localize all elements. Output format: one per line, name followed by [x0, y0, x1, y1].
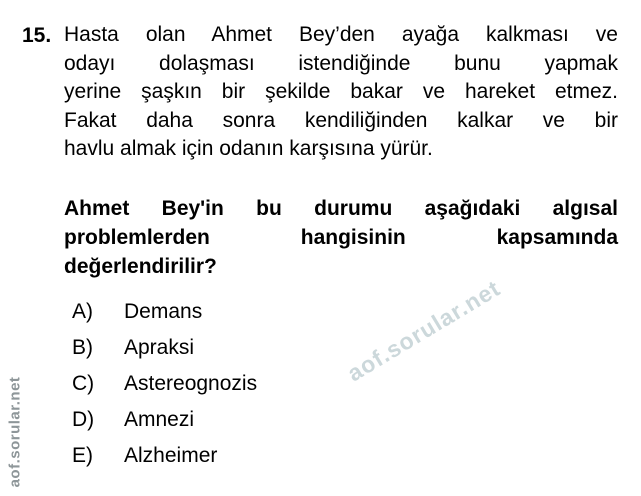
option-c: [72, 372, 492, 408]
option-d-letter: D): [72, 408, 95, 431]
option-b-letter: B): [72, 336, 93, 359]
option-e-text: Alzheimer: [124, 444, 218, 467]
question-stem-line-3: değerlendirilir?: [64, 255, 217, 278]
question-body: [64, 21, 618, 164]
option-a-text: Demans: [124, 300, 203, 323]
question-body-line-4: Fakat daha sonra kendiliğinden kalkar ve bir: [64, 108, 618, 132]
option-c-letter: C): [72, 372, 95, 395]
option-c-text: Astereognozis: [124, 372, 258, 395]
question-body-line-2: odayı dolaşması istendiğinde bunu yapmak: [64, 51, 618, 75]
watermark-vertical: aof.sorular.net: [6, 376, 24, 488]
question-stem-line-2: problemlerden hangisinin kapsamında: [64, 226, 618, 249]
question-body-line-5: havlu almak için odanın karşısına yürür.: [64, 137, 433, 160]
option-d-text: Amnezi: [124, 408, 195, 431]
option-b-text: Apraksi: [124, 336, 195, 359]
question-stem: [64, 194, 618, 281]
option-e: [72, 444, 492, 480]
question-body-line-3: yerine şaşkın bir şekilde bakar ve hareket etmez.: [64, 80, 618, 103]
question-stem-line-1: Ahmet Bey'in bu durumu aşağıdaki algısal: [64, 197, 618, 220]
watermark-diagonal: aof.sorular.net: [342, 274, 505, 387]
option-e-letter: E): [72, 444, 93, 467]
question-number: 15.: [22, 24, 52, 47]
option-d: [72, 408, 492, 444]
option-a-letter: A): [72, 300, 93, 323]
question-body-line-1: Hasta olan Ahmet Bey’den ayağa kalkması ve: [64, 23, 618, 46]
